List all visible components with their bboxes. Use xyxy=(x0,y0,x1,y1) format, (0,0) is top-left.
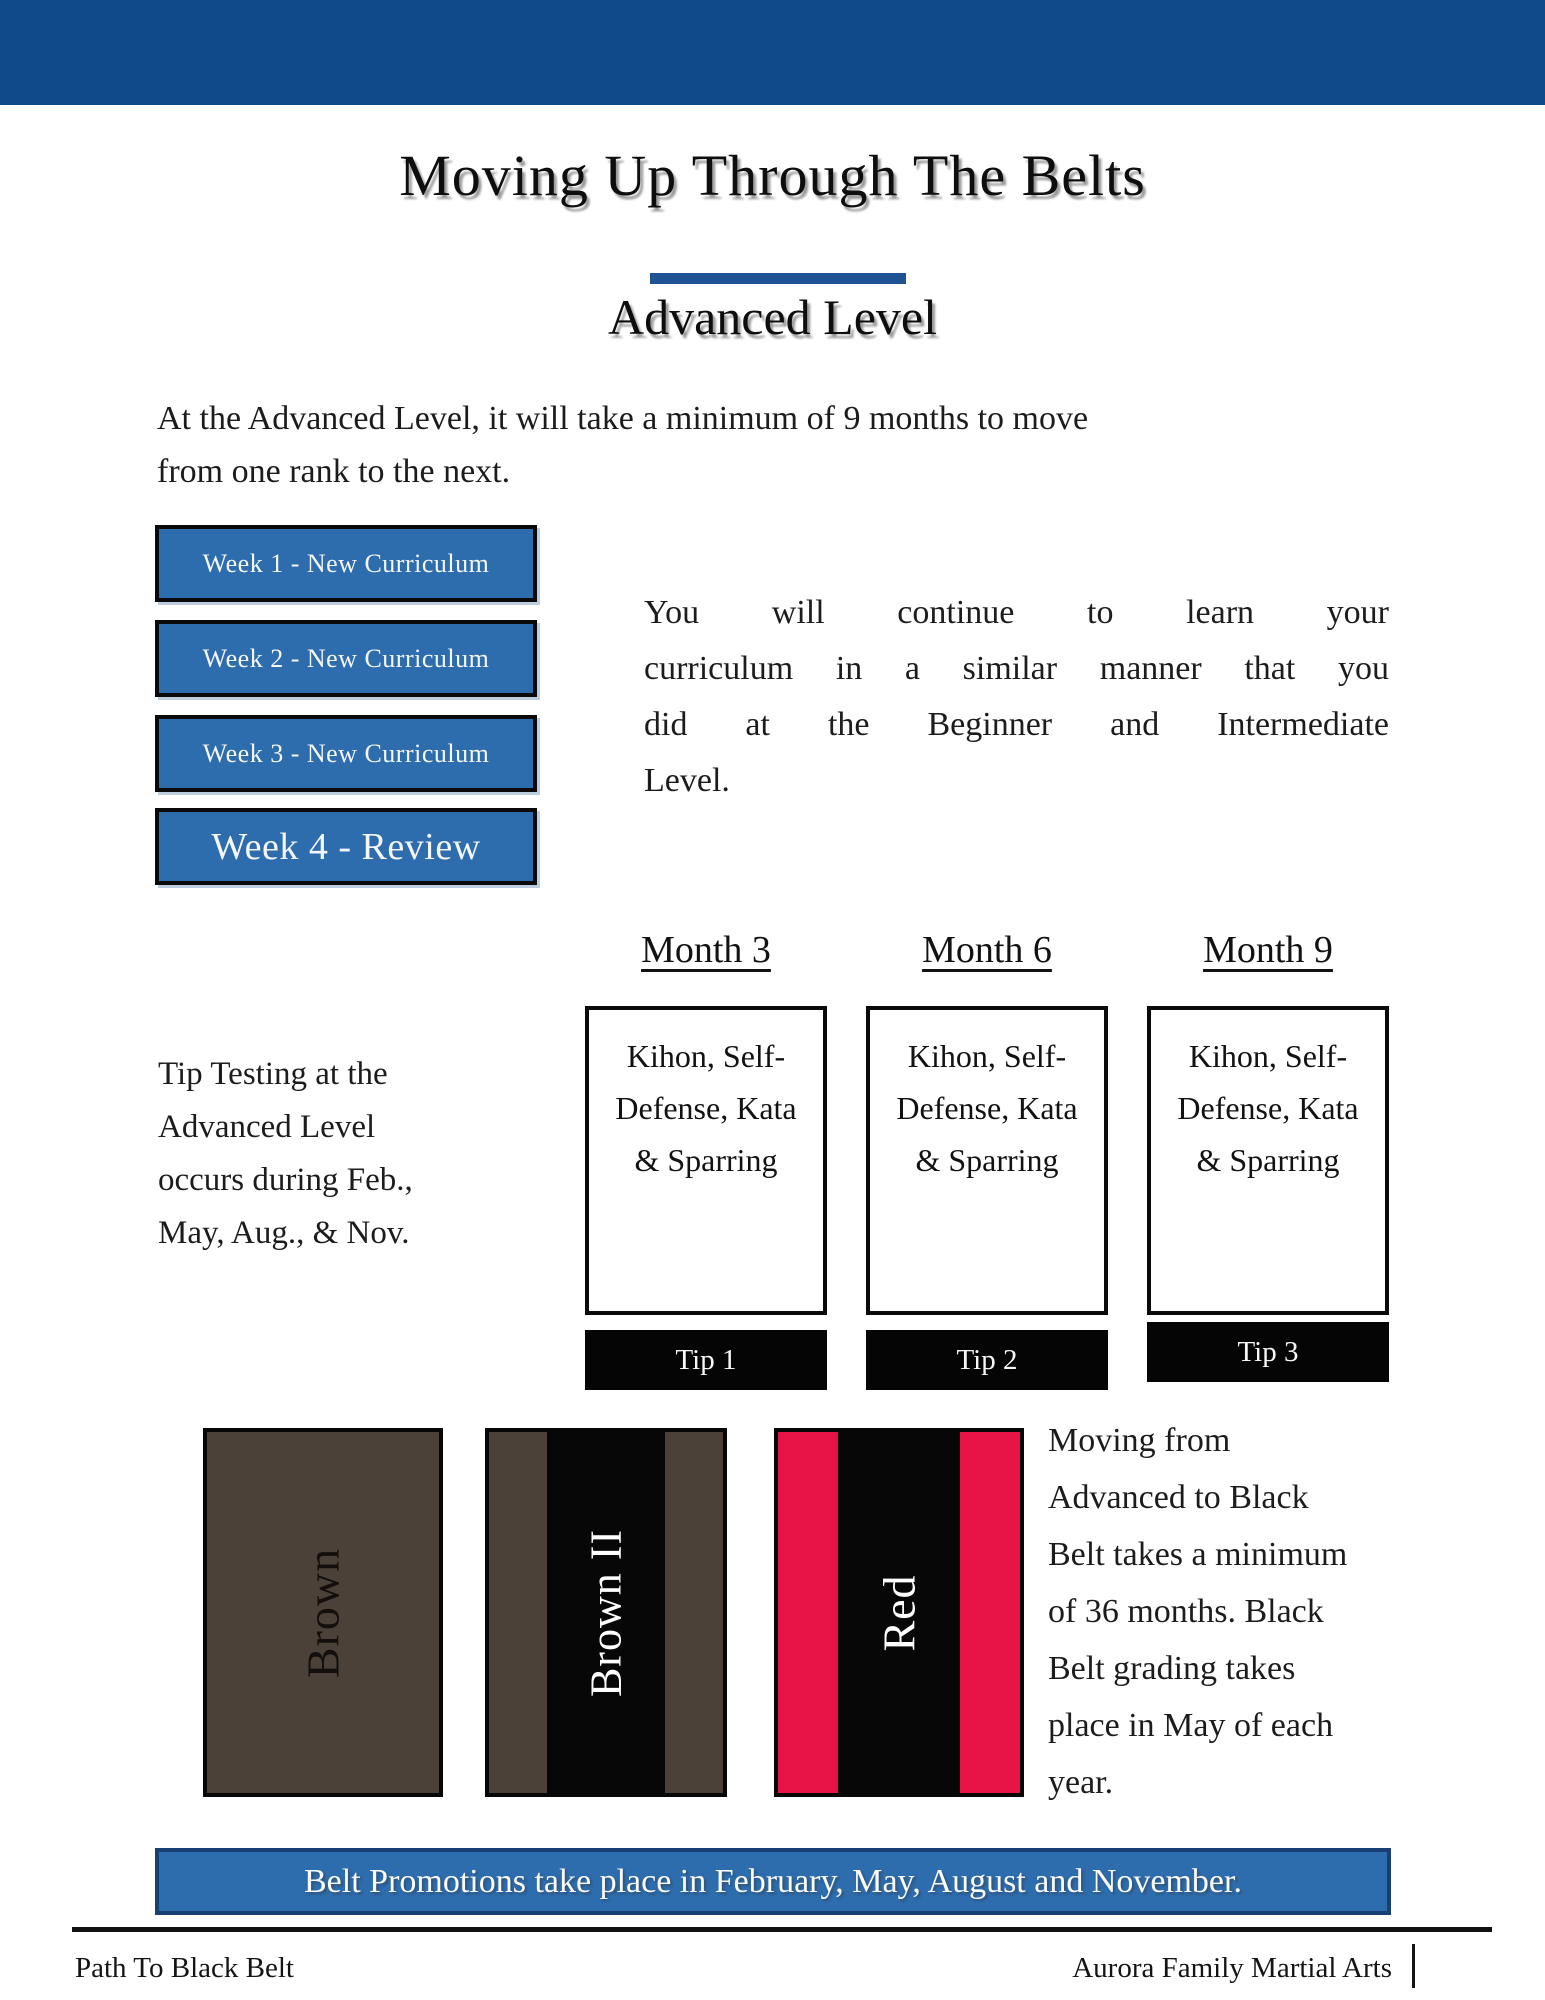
black-belt-paragraph xyxy=(1048,1412,1468,1811)
month-9-box xyxy=(1147,1006,1389,1315)
page-subtitle: Advanced Level xyxy=(607,289,937,345)
tip-1-bar xyxy=(585,1330,827,1390)
page-title: Moving Up Through The Belts xyxy=(399,143,1146,208)
month-6-heading: Month 6 xyxy=(922,929,1052,971)
continue-line: Level. xyxy=(644,762,730,799)
red-belt-label: Red xyxy=(873,1573,925,1652)
brown-belt xyxy=(203,1428,443,1797)
intro-paragraph xyxy=(157,392,1307,498)
month-3-heading: Month 3 xyxy=(641,929,771,971)
footer-right-text: Aurora Family Martial Arts xyxy=(1072,1952,1392,1984)
week-4-box xyxy=(155,808,537,885)
black-belt-line: of 36 months. Black xyxy=(1048,1593,1324,1630)
month-3-box xyxy=(585,1006,827,1315)
footer-divider xyxy=(72,1927,1492,1932)
week-1-box xyxy=(155,525,537,602)
tip-3-label: Tip 3 xyxy=(1237,1335,1299,1368)
month-6-box xyxy=(866,1006,1108,1315)
tip-1-label: Tip 1 xyxy=(675,1343,737,1376)
month-9-heading: Month 9 xyxy=(1203,929,1333,971)
brown-2-belt-label: Brown II xyxy=(581,1528,631,1697)
continue-line: curriculum in a similar manner that you xyxy=(644,650,1389,687)
tip-3-bar xyxy=(1147,1322,1389,1382)
continue-line: You will continue to learn your xyxy=(644,594,1389,631)
intro-line: from one rank to the next. xyxy=(157,453,511,490)
black-belt-line: Moving from xyxy=(1048,1422,1231,1459)
week-3-box xyxy=(155,715,537,792)
week-2-box xyxy=(155,620,537,697)
intro-line: At the Advanced Level, it will take a minimum of 9 months to move xyxy=(157,400,1089,437)
month-3-content: Kihon, Self-Defense, Kata & Sparring xyxy=(615,1038,797,1178)
brown-belt-label: Brown xyxy=(297,1547,349,1678)
tip-testing-line: May, Aug., & Nov. xyxy=(158,1215,410,1251)
week-1-label: Week 1 - New Curriculum xyxy=(202,548,490,578)
black-belt-line: Belt grading takes xyxy=(1048,1650,1296,1687)
title-divider xyxy=(650,273,906,284)
black-belt-line: year. xyxy=(1048,1764,1114,1801)
month-9-content: Kihon, Self-Defense, Kata & Sparring xyxy=(1177,1038,1359,1178)
week-4-label: Week 4 - Review xyxy=(211,825,481,868)
tip-testing-paragraph xyxy=(158,1048,488,1260)
tip-testing-line: Advanced Level xyxy=(158,1109,376,1145)
black-belt-line: Belt takes a minimum xyxy=(1048,1536,1348,1573)
footer-vertical-bar xyxy=(1412,1944,1415,1988)
tip-testing-line: Tip Testing at the xyxy=(158,1056,388,1092)
month-6-content: Kihon, Self-Defense, Kata & Sparring xyxy=(896,1038,1078,1178)
brown-2-belt xyxy=(485,1428,727,1797)
continue-line: did at the Beginner and Intermediate xyxy=(644,706,1389,743)
belt-promotions-banner xyxy=(155,1848,1391,1915)
belt-promotions-text: Belt Promotions take place in February, May, August and November. xyxy=(304,1862,1242,1900)
week-3-label: Week 3 - New Curriculum xyxy=(202,738,490,768)
top-banner-bar xyxy=(0,0,1545,105)
black-belt-line: Advanced to Black xyxy=(1048,1479,1309,1516)
continue-paragraph xyxy=(644,585,1389,809)
tip-2-label: Tip 2 xyxy=(956,1343,1018,1376)
red-belt xyxy=(774,1428,1024,1797)
tip-2-bar xyxy=(866,1330,1108,1390)
black-belt-line: place in May of each xyxy=(1048,1707,1334,1744)
tip-testing-line: occurs during Feb., xyxy=(158,1162,413,1198)
footer-left-text: Path To Black Belt xyxy=(75,1952,294,1984)
week-2-label: Week 2 - New Curriculum xyxy=(202,643,490,673)
